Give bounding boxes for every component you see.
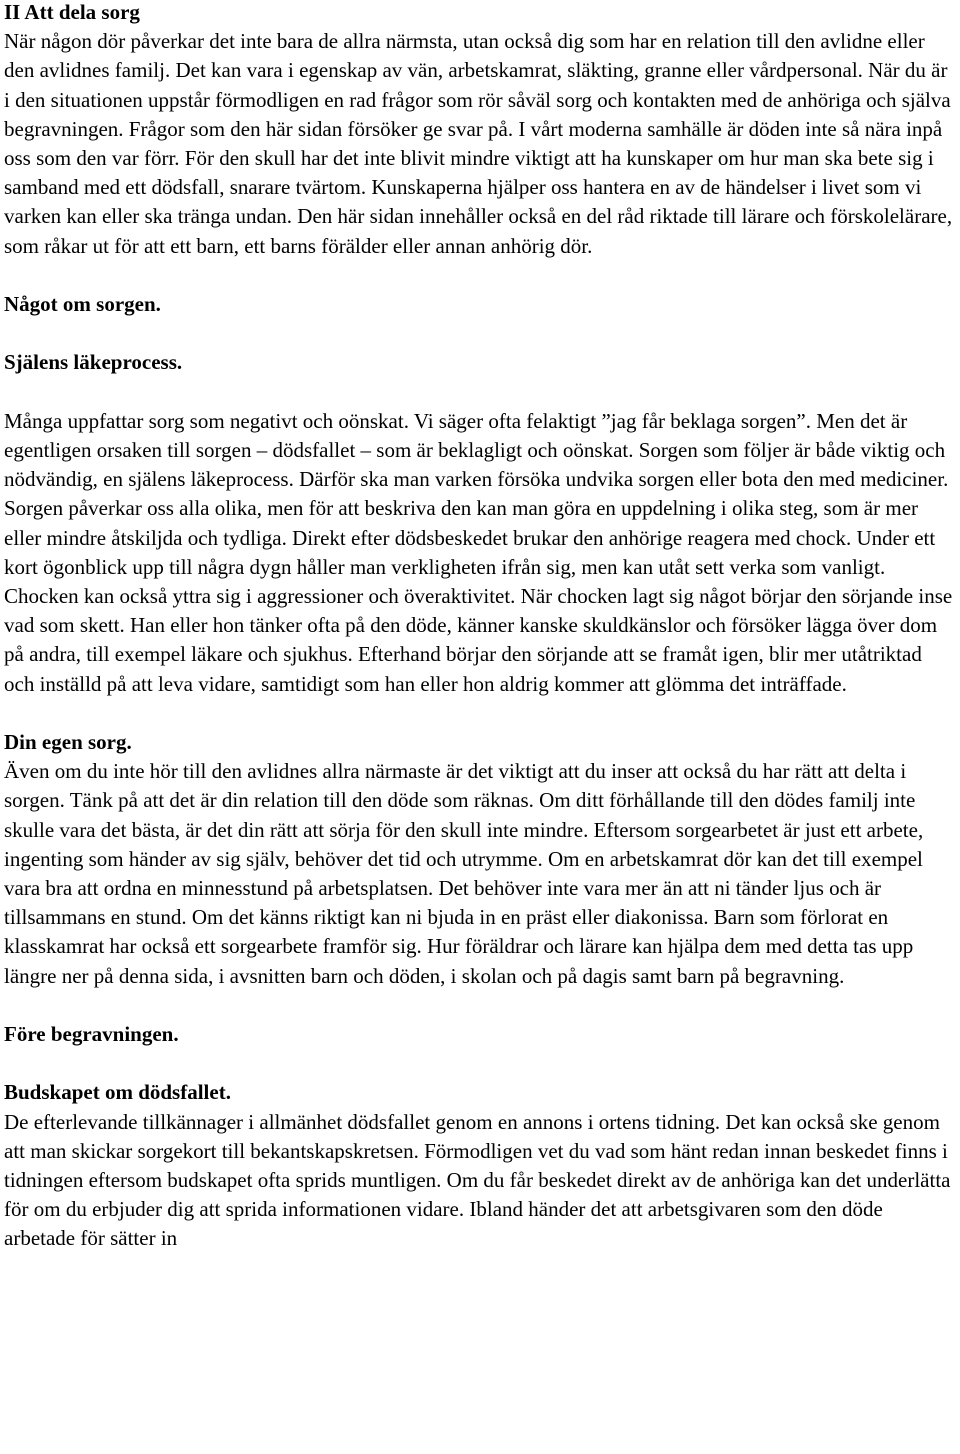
din-egen-sorg-paragraph: Även om du inte hör till den avlidnes allra närmaste är det viktigt att du inser att också du har rätt att delta i sorgen. Tänk på att det är din relation till den döde som räknas. Om ditt förhållande till den dödes familj inte skulle vara det bästa, är det din rätt att sörja för den skull inte mindre. Eftersom sorgearbetet är just ett arbete, ingenting som händer av sig själv, behöver det tid och utrymme. Om en arbetskamrat dör kan det till exempel vara bra att ordna en minnesstund på arbetsplatsen. Det behöver inte vara mer än att ni tänder ljus och är tillsammans en stund. Om det känns riktigt kan ni bjuda in en präst eller diakonissa. Barn som förlorat en klasskamrat har också ett sorgearbete framför sig. Hur föräldrar och lärare kan hjälpa dem med detta tas upp längre ner på denna sida, i avsnitten barn och döden, i skolan och på dagis samt barn på begravning.	[4, 759, 924, 988]
document-page	[4, 0, 956, 1254]
section-heading-din-egen-sorg: Din egen sorg.	[4, 730, 132, 755]
spacer	[4, 699, 956, 728]
intro-paragraph: När någon dör påverkar det inte bara de allra närmsta, utan också dig som har en relation till den avlidne eller den avlidnes familj. Det kan vara i egenskap av vän, arbetskamrat, släkting, granne eller vårdpersonal. När du är i den situationen uppstår förmodligen en rad frågor som rör såväl sorg och kontakten med de anhöriga och själva begravningen. Frågor som den här sidan försöker ge svar på. I vårt moderna samhälle är döden inte så nära inpå oss som den var förr. För den skull har det inte blivit mindre viktigt att ha kunskaper om hur man ska bete sig i samband med ett dödsfall, snarare tvärtom. Kunskaperna hjälper oss hantera en av de händelser i livet som vi varken kan eller ska tränga undan. Den här sidan innehåller också en del råd riktade till lärare och förskolelärare, som råkar ut för att ett barn, ett barns förälder eller annan anhörig dör.	[4, 29, 953, 258]
spacer	[4, 991, 956, 1020]
spacer	[4, 319, 956, 348]
page-title: II Att dela sorg	[4, 0, 140, 24]
lakeprocess-paragraph: Många uppfattar sorg som negativt och oönskat. Vi säger ofta felaktigt ”jag får beklaga sorgen”. Men det är egentligen orsaken till sorgen – dödsfallet – som är beklagligt och oönskat. Sorgen som följer är både viktig och nödvändig, en själens läkeprocess. Därför ska man varken försöka undvika sorgen eller bota den med mediciner. Sorgen påverkar oss alla olika, men för att beskriva den kan man göra en uppdelning i olika steg, som är mer eller mindre åtskiljda och tydliga. Direkt efter dödsbeskedet brukar den anhörige reagera med chock. Under ett kort ögonblick upp till några dygn håller man verkligheten ifrån sig, men kan utåt sett verka som vanligt. Chocken kan också yttra sig i aggressioner och överaktivitet. När chocken lagt sig något börjar den sörjande inse vad som skett. Han eller hon tänker ofta på den döde, känner kanske skuldkänslor och försöker lägga över dom på andra, till exempel läkare och sjukhus. Efterhand börjar den sörjande att se framåt igen, blir mer utåtriktad och inställd på att leva vidare, samtidigt som han eller hon aldrig kommer att glömma det inträffade.	[4, 408, 953, 696]
budskapet-paragraph: De efterlevande tillkännager i allmänhet dödsfallet genom en annons i ortens tidning. Det kan också ske genom att man skickar sorgekort till bekantskapskretsen. Förmodligen vet du vad som hänt redan innan beskedet finns i tidningen eftersom budskapet ofta sprids muntligen. Om du får beskedet direkt av de anhöriga kan det underlätta för om du erbjuder dig att sprida informationen vidare. Ibland händer det att arbetsgivaren som den döde arbetade för sätter in	[4, 1109, 951, 1251]
spacer	[4, 261, 956, 290]
section-heading-budskapet: Budskapet om dödsfallet.	[4, 1080, 231, 1105]
section-heading-fore-begravningen: Före begravningen.	[4, 1022, 179, 1047]
section-heading-lakeprocess: Själens läkeprocess.	[4, 350, 183, 375]
spacer	[4, 1049, 956, 1078]
spacer	[4, 378, 956, 407]
section-heading-sorgen: Något om sorgen.	[4, 292, 161, 317]
